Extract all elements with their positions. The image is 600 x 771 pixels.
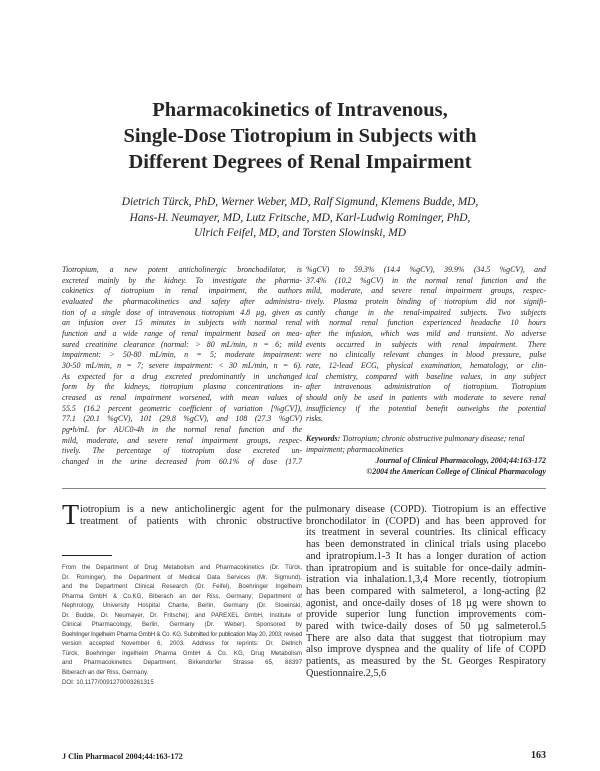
abstract-left-column	[62, 265, 302, 467]
footnote-line: Boehringer Ingelheim Pharma GmbH & Co. KG. Submitted for publication May 20, 2003; revised	[62, 630, 302, 638]
abstract-line: mild, moderate, and severe renal impairment groups, respec-	[306, 286, 546, 296]
abstract-line: excreted mainly by the kidney. To investigate the pharma-	[62, 275, 302, 285]
abstract-line: were no clinically relevant changes in blood pressure, pulse	[306, 350, 546, 360]
author-line: Dietrich Türck, PhD, Werner Weber, MD, Ralf Sigmund, Klemens Budde, MD,	[121, 196, 479, 208]
footnote-line: Pharma GmbH & Co.KG, Biberach an der Riss, Germany; Department of	[62, 592, 302, 600]
body-line: agonist, and once-daily doses of 18 µg were shown to	[306, 597, 546, 609]
drop-cap: T	[62, 500, 80, 531]
title-line: Different Degrees of Renal Impairment	[128, 151, 472, 173]
body-line: bronchodilator in (COPD) and has been approved for	[306, 515, 546, 527]
abstract-line: changed in the urine decreased from 60.1% of dose (17.7	[62, 456, 302, 466]
body-line: pulmonary disease (COPD). Tiotropium is an effective	[306, 504, 546, 515]
abstract-line: mild, moderate, and severe renal impairment groups, respec-	[62, 435, 302, 445]
abstract-line: 30-50 mL/min, n = 7; severe impairment: < 30 mL/min, n = 6).	[62, 360, 302, 370]
body-line: istration via inhalation.1,3,4 More recently, tiotropium	[306, 574, 546, 586]
footnote-line: Türck, Boehringer Ingelheim Pharma GmbH & Co. KG, Drug Metabolism	[62, 649, 302, 657]
abstract-line: risks.	[306, 414, 323, 424]
body-line: and ipratropium.1-3 It has a longer duration of action	[306, 550, 546, 562]
abstract-line: cokinetics of tiotropium in renal impairment, the authors	[62, 286, 302, 296]
footnote-line: Biberach an der Riss, Germany.	[62, 669, 149, 677]
body-line: iotropium is a new anticholinergic agent for the	[80, 504, 302, 515]
title-line: Pharmacokinetics of Intravenous,	[152, 99, 448, 121]
body-line: its treatment in several countries. Its clinical efficacy	[306, 527, 546, 539]
keywords-text: Tiotropium; chronic obstructive pulmonary disease; renal impairment; pharmacokinetics	[306, 434, 525, 454]
footnote-line: Dr. Rominger), the Department of Medical Data Services (Mr. Sigmund),	[62, 573, 302, 581]
abstract-line: cantly change in the renal-impaired subjects. Two subjects	[306, 307, 546, 317]
page-number: 163	[531, 750, 546, 761]
body-line: has been compared with salmeterol, a long-acting β2	[306, 585, 546, 597]
body-line: provide superior lung function improvements com-	[306, 609, 546, 621]
footnote-line: Nephrology, University Hospital Charite, Berlin, Germany (Dr. Slowinski,	[62, 602, 302, 610]
footnote-line: Dr. Budde, Dr. Neumayer, Dr. Fritsche); and PAREXEL GmbH, Institute of	[62, 611, 302, 619]
intro-left-column	[62, 500, 302, 531]
body-line: treatment of patients with chronic obstructive	[80, 515, 302, 527]
footnote-line: Clinical Pharmacology, Berlin, Germany (Dr. Weber). Sponsored by	[62, 621, 302, 629]
affiliation-footnote	[62, 563, 302, 687]
abstract-line: function and a wide range of renal impairment based on mea-	[62, 328, 302, 338]
abstract-line: insufficiency if the potential benefit outweighs the potential	[306, 403, 546, 413]
abstract-line: after intravenous administration of tiotropium. Tiotropium	[306, 382, 546, 392]
abstract-line: sured creatinine clearance (normal: > 80 mL/min, n = 6; mild	[62, 339, 302, 349]
abstract-line: pg•h/mL for AUC0-4h in the normal renal function and the	[62, 424, 302, 434]
abstract-line: Tiotropium, a new potent anticholinergic bronchodilator, is	[62, 265, 302, 274]
abstract-right-column	[306, 265, 546, 425]
article-title	[70, 97, 530, 175]
body-line: also improve dyspnea and the quality of life of COPD	[306, 644, 546, 656]
abstract-line: 77.1 (20.1 %gCV), 101 (29.8 %gCV), and 108 (27.3 %gCV)	[62, 414, 302, 424]
abstract-line: events occurred in subjects with renal impairment. There	[306, 339, 546, 349]
author-list	[80, 195, 520, 242]
section-divider	[62, 488, 546, 489]
body-line: pared with twice-daily doses of 50 µg salmeterol.5	[306, 621, 546, 633]
abstract-line: 37.4% (10.2 %gCV) in the normal renal function and the	[306, 275, 546, 285]
intro-right-column	[306, 504, 546, 680]
abstract-line: %gCV) to 59.3% (14.4 %gCV), 39.9% (34.5 %gCV), and	[306, 265, 546, 274]
body-line: There are also data that suggest that tiotropium may	[306, 632, 546, 644]
abstract-line: tion of a single dose of intravenous tiotropium 4.8 µg, given as	[62, 307, 302, 317]
abstract-line: 55.5 (16.2 percent geometric coefficient of variation [%gCV]),	[62, 403, 302, 413]
author-line: Hans-H. Neumayer, MD, Lutz Fritsche, MD, Karl-Ludwig Rominger, PhD,	[129, 211, 471, 224]
abstract-line: As expected for a drug excreted predominantly in unchanged	[62, 371, 302, 381]
abstract-line: evaluated the pharmacokinetics and safety after administra-	[62, 296, 302, 306]
keywords	[306, 434, 546, 455]
keywords-label: Keywords:	[306, 434, 341, 443]
abstract-line: after the infusion, which was mild and transient. No adverse	[306, 328, 546, 338]
abstract-line: tively. Plasma protein binding of tiotropium did not signifi-	[306, 296, 546, 306]
body-line: has been demonstrated in clinical trials using placebo	[306, 539, 546, 551]
abstract-line: an infusion over 15 minutes in subjects with normal renal	[62, 318, 302, 328]
journal-footer: J Clin Pharmacol 2004;44:163-172	[62, 752, 183, 761]
body-line: patients, as measured by the St. Georges Respiratory	[306, 656, 546, 668]
body-line: than ipratropium and is suitable for once-daily admin-	[306, 562, 546, 574]
abstract-line: with normal renal function experienced headache 10 hours	[306, 318, 546, 328]
abstract-line: should only be used in patients with moderate to severe renal	[306, 392, 546, 402]
copyright-notice: ©2004 the American College of Clinical Pharmacology	[366, 467, 546, 476]
body-line: Questionnaire.2,5,6	[306, 667, 387, 679]
title-line: Single-Dose Tiotropium in Subjects with	[123, 125, 477, 147]
footnote-line: From the Department of Drug Metabolism and Pharmacokinetics (Dr. Türck,	[62, 564, 302, 571]
abstract-line: creased as renal impairment worsened, with mean values of	[62, 392, 302, 402]
abstract-line: ical chemistry, compared with baseline values, in any subject	[306, 371, 546, 381]
abstract-line: tively. The percentage of tiotropium dose excreted un-	[62, 446, 302, 456]
abstract-line: impairment: > 50-80 mL/min, n = 5; moderate impairment:	[62, 350, 302, 360]
journal-citation: Journal of Clinical Pharmacology, 2004;44:163-172	[375, 456, 546, 465]
author-line: Ulrich Feifel, MD, and Torsten Slowinski, MD	[194, 227, 406, 239]
footnote-line: version accepted November 6, 2003. Address for reprints: Dr. Dietrich	[62, 640, 302, 648]
doi: DOI: 10.1177/0091270003261315	[62, 678, 154, 686]
abstract-line: form by the kidneys, tiotropium plasma concentrations in-	[62, 382, 302, 392]
footnote-line: and the Department Clinical Research (Dr. Feifel), Boehringer Ingelheim	[62, 583, 302, 591]
abstract-line: rate, 12-lead ECG, physical examination, hematology, or clin-	[306, 360, 546, 370]
footnote-divider	[62, 555, 112, 556]
footnote-line: and Pharmacokinetics Department, Birkendorfer Strasse 65, 88397	[62, 659, 302, 667]
